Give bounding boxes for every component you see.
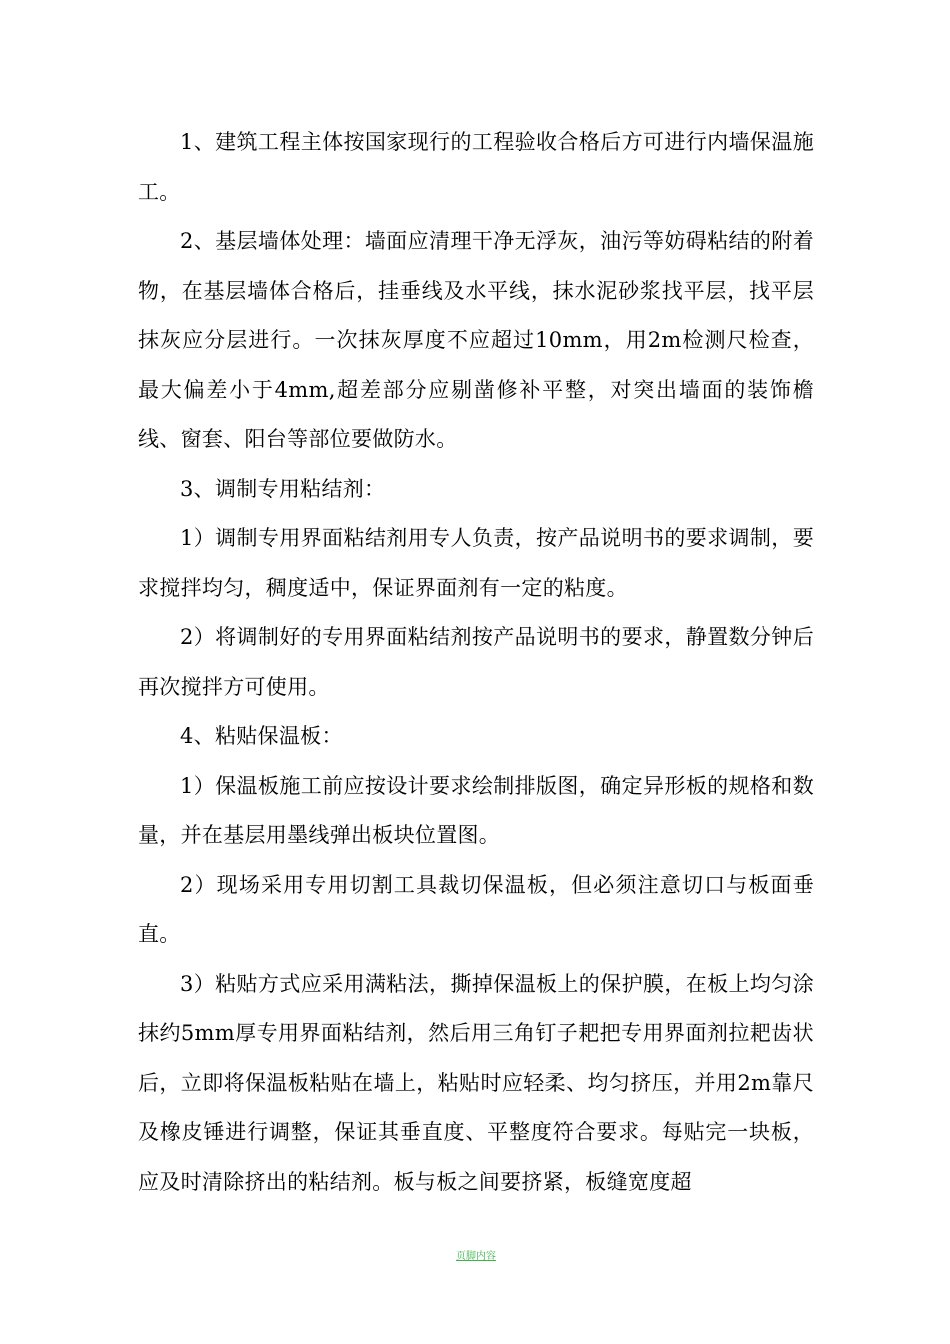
paragraph-9: 3）粘贴方式应采用满粘法，撕掉保温板上的保护膜，在板上均匀涂抹约5mm厚专用界面粘结剂，然后用三角钉子耙把专用界面剂拉耙齿状后，立即将保温板粘贴在墙上，粘贴时应轻柔、均匀挤压，并用2m靠尺及橡皮锤进行调整，保证其垂直度、平整度符合要求。每贴完一块板，应及时清除挤出的粘结剂。板与板之间要挤紧，板缝宽度超 <box>138 971 814 1194</box>
paragraph-2: 2、基层墙体处理：墙面应清理干净无浮灰，油污等妨碍粘结的附着物，在基层墙体合格后，挂垂线及水平线，抹水泥砂浆找平层，找平层抹灰应分层进行。一次抹灰厚度不应超过10mm，用2m检测尺检查，最大偏差小于4mm,超差部分应剔凿修补平整，对突出墙面的装饰檐线、窗套、阳台等部位要做防水。 <box>138 229 814 451</box>
paragraph-5: 2）将调制好的专用界面粘结剂按产品说明书的要求，静置数分钟后再次搅拌方可使用。 <box>138 625 814 699</box>
paragraph-4: 1）调制专用界面粘结剂用专人负责，按产品说明书的要求调制，要求搅拌均匀，稠度适中，保证界面剂有一定的粘度。 <box>138 526 814 600</box>
paragraph-3: 3、调制专用粘结剂： <box>180 476 386 501</box>
paragraph-1: 1、建筑工程主体按国家现行的工程验收合格后方可进行内墙保温施工。 <box>138 130 814 204</box>
paragraph-7: 1）保温板施工前应按设计要求绘制排版图，确定异形板的规格和数量，并在基层用墨线弹出板块位置图。 <box>138 773 814 847</box>
paragraph-8: 2）现场采用专用切割工具裁切保温板，但必须注意切口与板面垂直。 <box>138 872 814 946</box>
paragraph-6: 4、粘贴保温板： <box>180 724 343 748</box>
document-body <box>138 118 814 1207</box>
page-footer: 页脚内容 <box>456 1251 496 1262</box>
